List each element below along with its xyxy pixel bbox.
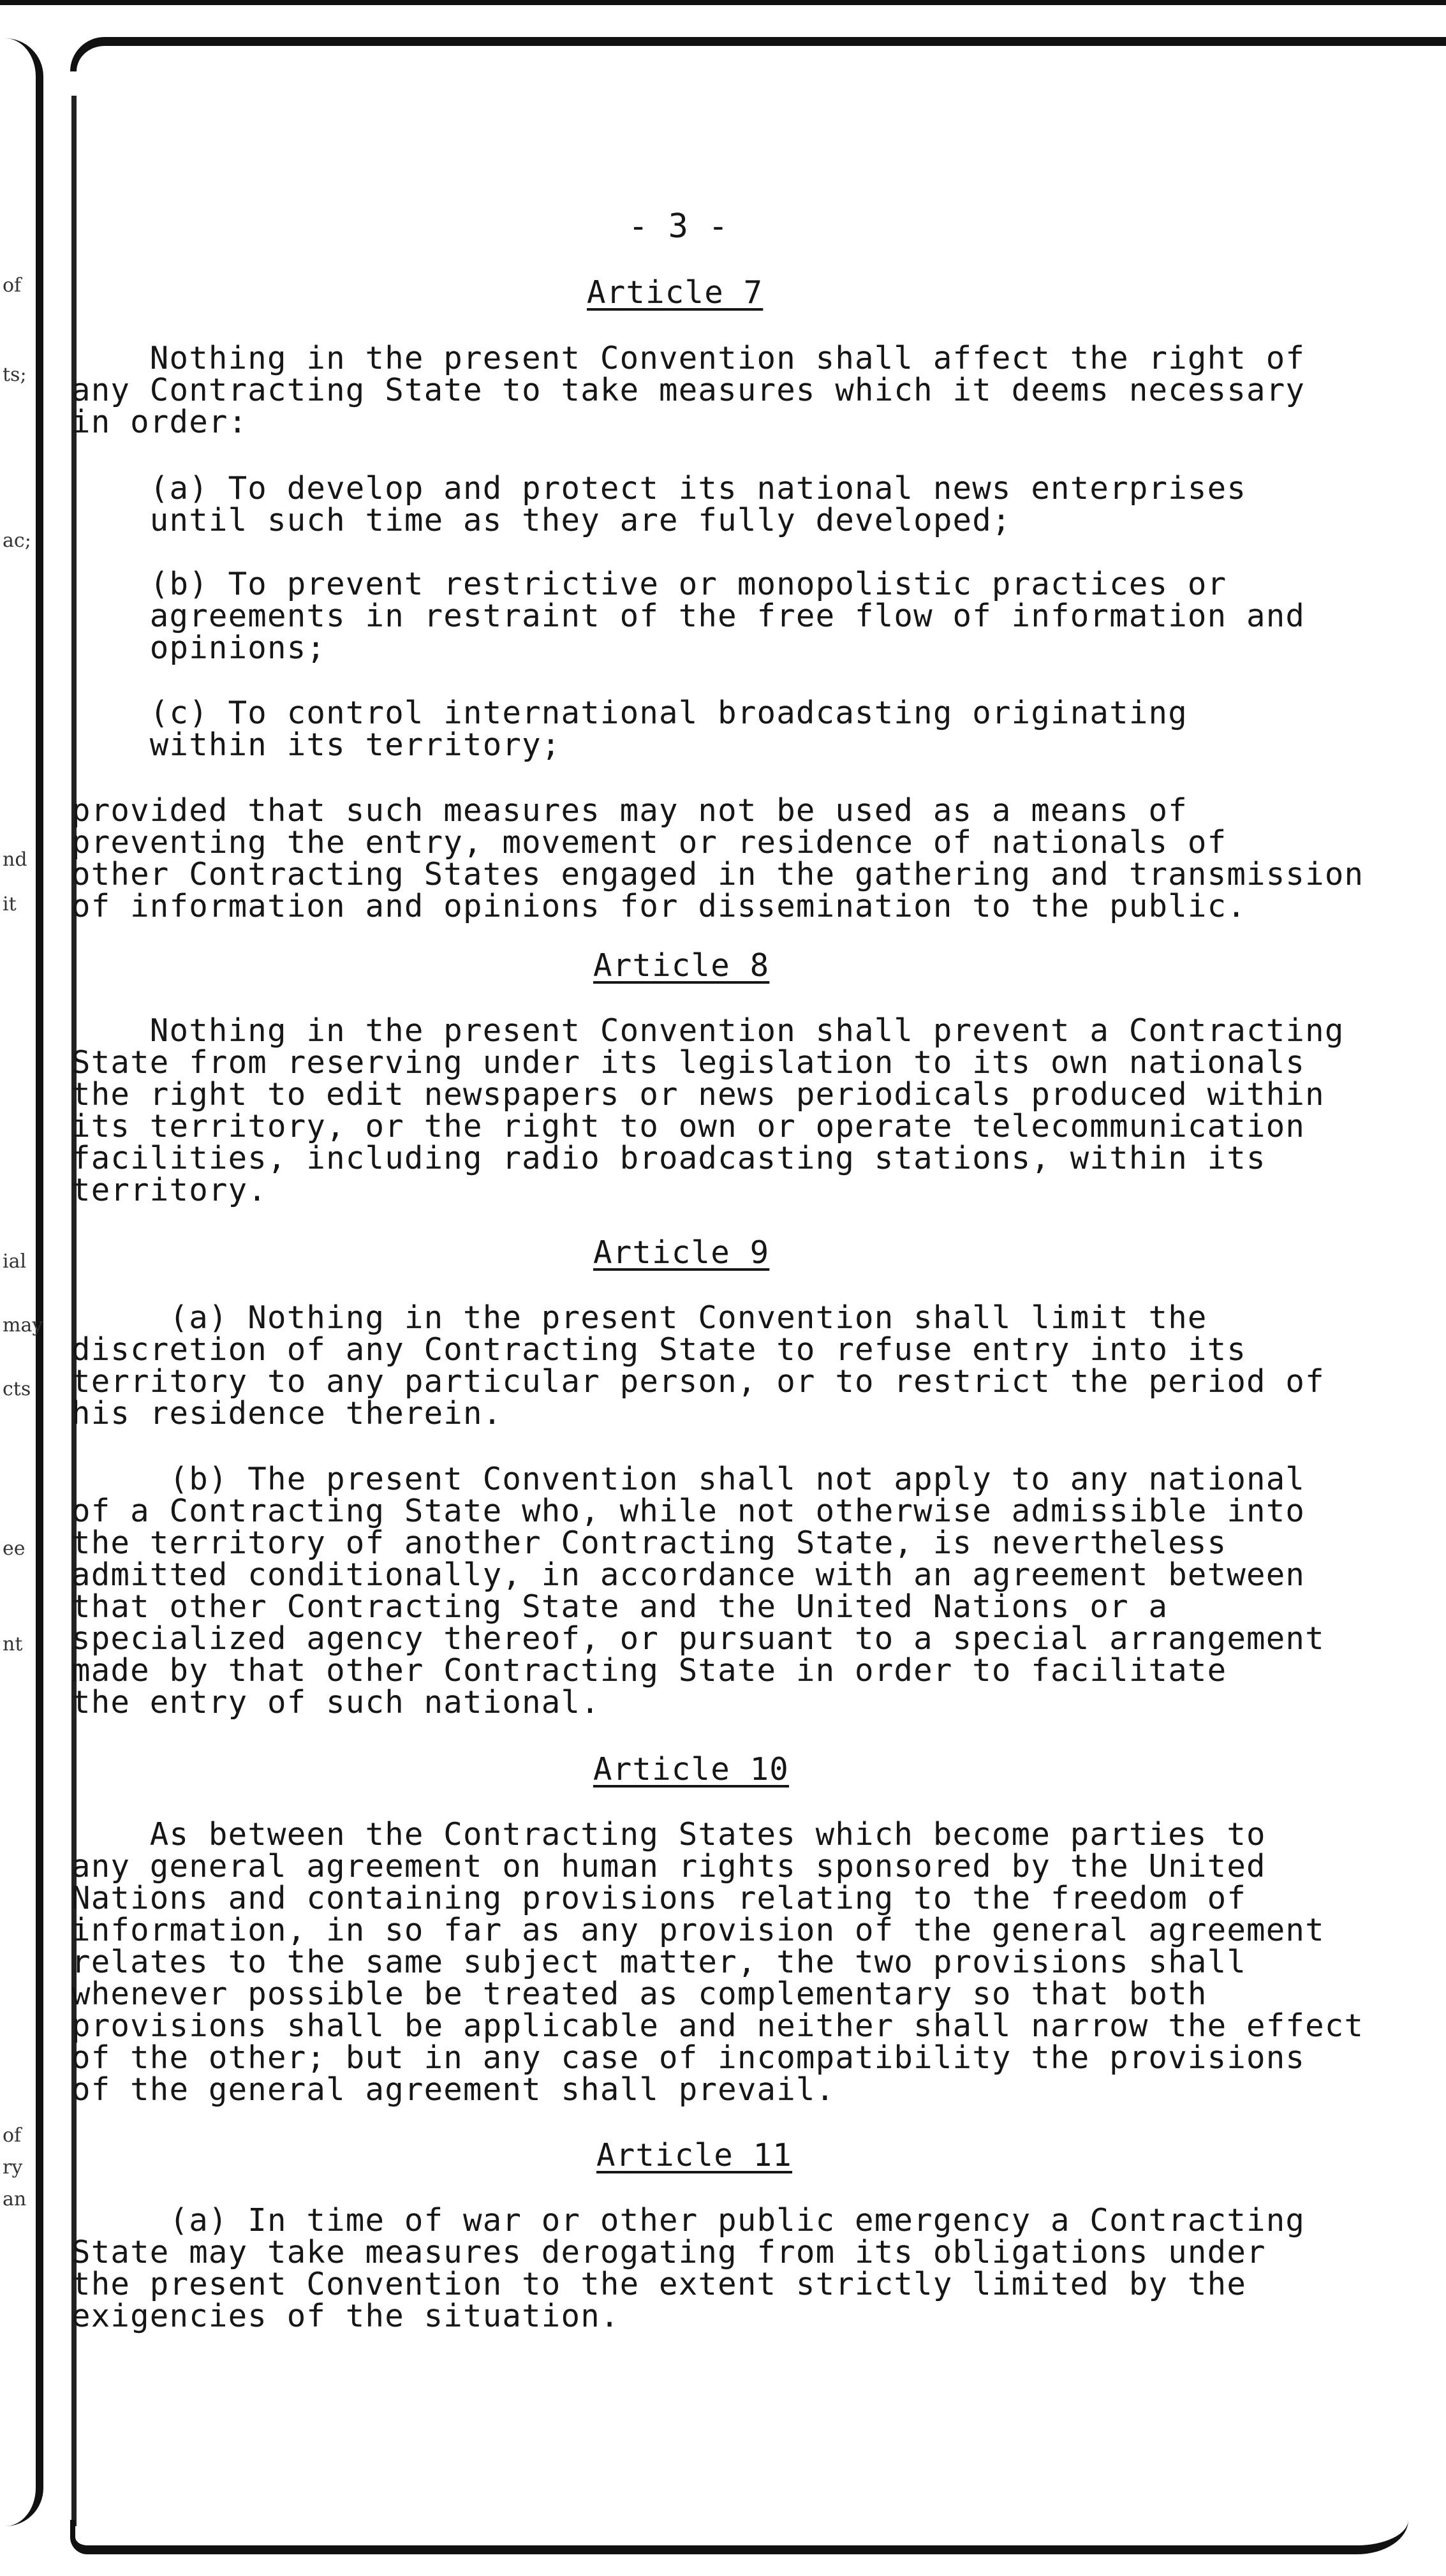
- text-line: in order:: [71, 404, 248, 440]
- text-line: territory.: [71, 1172, 268, 1208]
- text-line: of the other; but in any case of incompatibility the provisions: [71, 2039, 1306, 2076]
- text-line: provisions shall be applicable and neither shall narrow the effect: [71, 2008, 1364, 2044]
- margin-fragment: an: [3, 2188, 27, 2210]
- text-line: Nothing in the present Convention shall affect the right of: [71, 340, 1306, 376]
- text-line: (a) In time of war or other public emergency a Contracting: [71, 2202, 1306, 2239]
- page-frame-top: [70, 37, 1446, 71]
- article-heading: Article 8: [593, 947, 770, 984]
- text-line: its territory, or the right to own or operate telecommunication: [71, 1108, 1306, 1144]
- text-line: relates to the same subject matter, the two provisions shall: [71, 1944, 1247, 1980]
- text-line: (b) To prevent restrictive or monopolistic practices or: [71, 566, 1227, 602]
- text-line: discretion of any Contracting State to refuse entry into its: [71, 1331, 1247, 1368]
- scan-top-edge: [0, 0, 1446, 5]
- text-line: territory to any particular person, or to restrict the period of: [71, 1363, 1325, 1400]
- text-line: until such time as they are fully developed;: [71, 502, 1012, 538]
- text-line: the entry of such national.: [71, 1684, 600, 1721]
- text-line: his residence therein.: [71, 1395, 503, 1432]
- text-line: exigencies of the situation.: [71, 2298, 620, 2334]
- margin-fragment: ry: [3, 2156, 23, 2179]
- article-heading: Article 9: [593, 1234, 770, 1271]
- margin-fragment: nd: [3, 848, 27, 871]
- text-line: (b) The present Convention shall not apply to any national: [71, 1461, 1306, 1497]
- text-line: State from reserving under its legislation to its own nationals: [71, 1044, 1306, 1081]
- text-line: provided that such measures may not be used as a means of: [71, 792, 1188, 829]
- text-line: whenever possible be treated as complementary so that both: [71, 1976, 1207, 2012]
- text-line: any general agreement on human rights sponsored by the United: [71, 1848, 1266, 1884]
- article-heading: Article 10: [593, 1751, 790, 1788]
- text-line: (a) To develop and protect its national news enterprises: [71, 470, 1247, 507]
- margin-fragment: nt: [3, 1633, 23, 1655]
- text-line: other Contracting States engaged in the gathering and transmission: [71, 856, 1364, 892]
- margin-fragment: ts;: [3, 364, 27, 386]
- margin-fragment: of: [3, 274, 22, 297]
- article-heading: Article 7: [587, 274, 764, 311]
- text-line: information, in so far as any provision of the general agreement: [71, 1912, 1325, 1948]
- text-line: any Contracting State to take measures which it deems necessary: [71, 372, 1306, 408]
- text-line: of the general agreement shall prevail.: [71, 2071, 836, 2108]
- margin-fragment: ee: [3, 1537, 26, 1560]
- text-line: admitted conditionally, in accordance with an agreement between: [71, 1557, 1306, 1593]
- previous-page-edge: [0, 38, 43, 2526]
- margin-fragment: ac;: [3, 529, 31, 552]
- text-line: that other Contracting State and the United Nations or a: [71, 1588, 1169, 1625]
- text-line: made by that other Contracting State in order to facilitate: [71, 1652, 1227, 1689]
- margin-fragment: of: [3, 2124, 22, 2147]
- page-number: - 3 -: [628, 207, 728, 246]
- text-line: Nations and containing provisions relating to the freedom of: [71, 1880, 1247, 1916]
- text-line: of information and opinions for dissemination to the public.: [71, 888, 1247, 924]
- text-line: (a) Nothing in the present Convention shall limit the: [71, 1299, 1207, 1336]
- text-line: opinions;: [71, 630, 327, 666]
- text-line: agreements in restraint of the free flow of information and: [71, 598, 1306, 634]
- margin-fragment: it: [3, 893, 17, 915]
- text-line: within its territory;: [71, 727, 561, 763]
- text-line: (c) To control international broadcasting originating: [71, 695, 1188, 731]
- text-line: of a Contracting State who, while not otherwise admissible into: [71, 1493, 1306, 1529]
- margin-fragment: cts: [3, 1378, 31, 1400]
- text-line: As between the Contracting States which become parties to: [71, 1816, 1266, 1853]
- article-heading: Article 11: [596, 2137, 793, 2173]
- text-line: the territory of another Contracting State, is nevertheless: [71, 1525, 1227, 1561]
- page-frame-bottom: [70, 2520, 1408, 2554]
- text-line: specialized agency thereof, or pursuant to a special arrangement: [71, 1620, 1325, 1657]
- text-line: the right to edit newspapers or news periodicals produced within: [71, 1076, 1325, 1113]
- text-line: preventing the entry, movement or residence of nationals of: [71, 824, 1227, 861]
- margin-fragment: may: [3, 1314, 43, 1336]
- text-line: the present Convention to the extent strictly limited by the: [71, 2266, 1247, 2302]
- text-line: Nothing in the present Convention shall prevent a Contracting: [71, 1012, 1345, 1049]
- text-line: facilities, including radio broadcasting stations, within its: [71, 1140, 1266, 1176]
- text-line: State may take measures derogating from its obligations under: [71, 2234, 1266, 2270]
- margin-fragment: ial: [3, 1250, 27, 1273]
